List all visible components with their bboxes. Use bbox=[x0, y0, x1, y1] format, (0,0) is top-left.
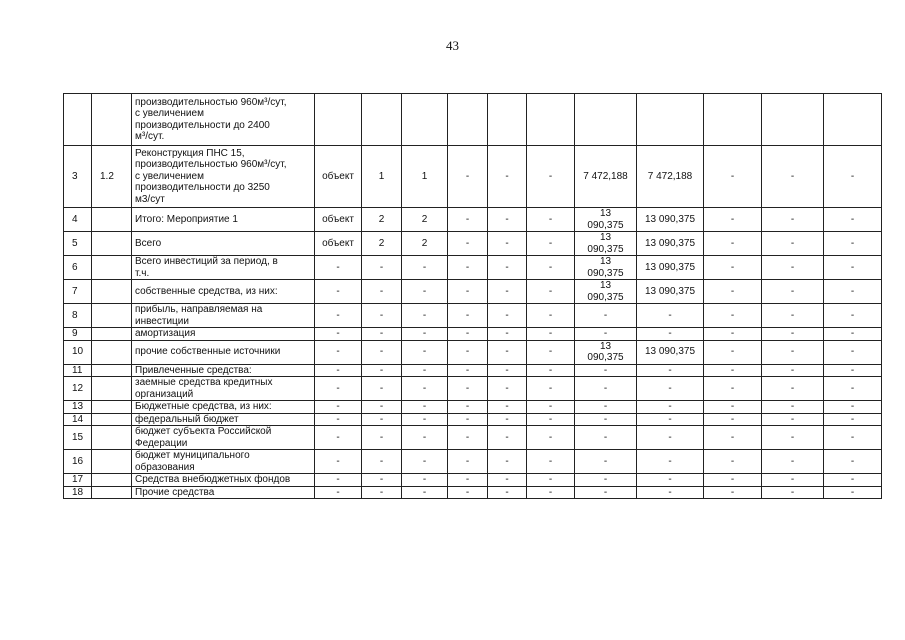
cell-c2: - bbox=[402, 486, 448, 499]
cell-c10: - bbox=[824, 413, 882, 426]
cell-name: производительностью 960м³/сут, с увеличением производительности до 2400 м³/сут. bbox=[132, 94, 315, 146]
cell-sub bbox=[92, 401, 132, 414]
cell-c6: 7 472,188 bbox=[575, 146, 637, 208]
cell-num: 9 bbox=[64, 328, 92, 341]
cell-c5: - bbox=[527, 474, 575, 487]
cell-c10: - bbox=[824, 474, 882, 487]
cell-num: 13 bbox=[64, 401, 92, 414]
cell-c6: 13 090,375 bbox=[575, 208, 637, 232]
cell-c2: - bbox=[402, 413, 448, 426]
cell-c3: - bbox=[448, 146, 488, 208]
cell-c4: - bbox=[488, 280, 527, 304]
cell-c3: - bbox=[448, 364, 488, 377]
cell-unit: - bbox=[315, 486, 362, 499]
cell-c4: - bbox=[488, 450, 527, 474]
cell-unit: объект bbox=[315, 232, 362, 256]
cell-c8: - bbox=[704, 426, 762, 450]
cell-c3: - bbox=[448, 280, 488, 304]
cell-c9: - bbox=[762, 232, 824, 256]
cell-c5: - bbox=[527, 426, 575, 450]
cell-c5: - bbox=[527, 486, 575, 499]
cell-c2: 2 bbox=[402, 232, 448, 256]
cell-c10: - bbox=[824, 426, 882, 450]
cell-c8: - bbox=[704, 208, 762, 232]
cell-sub bbox=[92, 364, 132, 377]
cell-c3: - bbox=[448, 232, 488, 256]
cell-unit: - bbox=[315, 328, 362, 341]
cell-c2: - bbox=[402, 401, 448, 414]
cell-unit: - bbox=[315, 474, 362, 487]
cell-c5: - bbox=[527, 450, 575, 474]
cell-unit: - bbox=[315, 450, 362, 474]
cell-unit: - bbox=[315, 401, 362, 414]
cell-c4: - bbox=[488, 486, 527, 499]
cell-c5: - bbox=[527, 232, 575, 256]
cell-c7 bbox=[637, 94, 704, 146]
cell-c1: - bbox=[362, 401, 402, 414]
cell-c2: - bbox=[402, 304, 448, 328]
cell-c2: - bbox=[402, 340, 448, 364]
cell-c6 bbox=[575, 94, 637, 146]
cell-c2: 2 bbox=[402, 208, 448, 232]
cell-c8: - bbox=[704, 232, 762, 256]
cell-c10: - bbox=[824, 146, 882, 208]
cell-c5: - bbox=[527, 304, 575, 328]
cell-c8: - bbox=[704, 304, 762, 328]
cell-c10: - bbox=[824, 364, 882, 377]
cell-c5: - bbox=[527, 340, 575, 364]
cell-c1: - bbox=[362, 377, 402, 401]
cell-c7: 13 090,375 bbox=[637, 232, 704, 256]
cell-c8: - bbox=[704, 364, 762, 377]
table-row bbox=[64, 328, 882, 341]
cell-name: амортизация bbox=[132, 328, 315, 341]
cell-name: Бюджетные средства, из них: bbox=[132, 401, 315, 414]
cell-c7: 13 090,375 bbox=[637, 208, 704, 232]
table-row bbox=[64, 94, 882, 146]
cell-c3: - bbox=[448, 401, 488, 414]
cell-c8: - bbox=[704, 328, 762, 341]
cell-sub bbox=[92, 304, 132, 328]
cell-c6: 13 090,375 bbox=[575, 256, 637, 280]
cell-c4: - bbox=[488, 401, 527, 414]
cell-name: Итого: Мероприятие 1 bbox=[132, 208, 315, 232]
cell-c10: - bbox=[824, 232, 882, 256]
cell-sub bbox=[92, 474, 132, 487]
cell-c2: 1 bbox=[402, 146, 448, 208]
cell-c7: - bbox=[637, 401, 704, 414]
cell-c2: - bbox=[402, 377, 448, 401]
cell-c6: - bbox=[575, 401, 637, 414]
cell-c6: 13 090,375 bbox=[575, 340, 637, 364]
cell-name: собственные средства, из них: bbox=[132, 280, 315, 304]
table-row bbox=[64, 486, 882, 499]
cell-unit bbox=[315, 94, 362, 146]
cell-unit: - bbox=[315, 280, 362, 304]
cell-num: 5 bbox=[64, 232, 92, 256]
cell-name: федеральный бюджет bbox=[132, 413, 315, 426]
cell-num: 16 bbox=[64, 450, 92, 474]
cell-sub bbox=[92, 232, 132, 256]
cell-c1: - bbox=[362, 364, 402, 377]
cell-c3: - bbox=[448, 486, 488, 499]
table-row bbox=[64, 364, 882, 377]
cell-c9: - bbox=[762, 426, 824, 450]
cell-sub: 1.2 bbox=[92, 146, 132, 208]
cell-c10: - bbox=[824, 377, 882, 401]
cell-c6: - bbox=[575, 474, 637, 487]
cell-name: Всего bbox=[132, 232, 315, 256]
cell-c5: - bbox=[527, 364, 575, 377]
cell-c10 bbox=[824, 94, 882, 146]
cell-name: прочие собственные источники bbox=[132, 340, 315, 364]
cell-c2: - bbox=[402, 426, 448, 450]
cell-c9: - bbox=[762, 208, 824, 232]
cell-name: Привлеченные средства: bbox=[132, 364, 315, 377]
cell-num: 7 bbox=[64, 280, 92, 304]
cell-c7: - bbox=[637, 450, 704, 474]
cell-unit: - bbox=[315, 340, 362, 364]
cell-c6: - bbox=[575, 328, 637, 341]
cell-c5: - bbox=[527, 413, 575, 426]
cell-name: Всего инвестиций за период, в т.ч. bbox=[132, 256, 315, 280]
cell-c3: - bbox=[448, 304, 488, 328]
cell-name: Реконструкция ПНС 15, производительностью 960м³/сут, с увеличением производительности до 3250 м3/сут bbox=[132, 146, 315, 208]
cell-c8: - bbox=[704, 401, 762, 414]
cell-unit: объект bbox=[315, 146, 362, 208]
table-body bbox=[64, 94, 882, 499]
cell-name: Средства внебюджетных фондов bbox=[132, 474, 315, 487]
cell-num: 17 bbox=[64, 474, 92, 487]
cell-c1: - bbox=[362, 280, 402, 304]
cell-c6: - bbox=[575, 486, 637, 499]
cell-c7: 13 090,375 bbox=[637, 340, 704, 364]
cell-c6: - bbox=[575, 364, 637, 377]
cell-c9: - bbox=[762, 256, 824, 280]
cell-unit: - bbox=[315, 256, 362, 280]
cell-c3: - bbox=[448, 256, 488, 280]
table-row bbox=[64, 377, 882, 401]
cell-c10: - bbox=[824, 486, 882, 499]
cell-c9: - bbox=[762, 304, 824, 328]
cell-sub bbox=[92, 256, 132, 280]
table-row bbox=[64, 426, 882, 450]
cell-c7: 13 090,375 bbox=[637, 256, 704, 280]
cell-c10: - bbox=[824, 450, 882, 474]
cell-c8: - bbox=[704, 340, 762, 364]
cell-name: заемные средства кредитных организаций bbox=[132, 377, 315, 401]
page-number: 43 bbox=[446, 38, 459, 53]
cell-c9: - bbox=[762, 328, 824, 341]
cell-c7: 7 472,188 bbox=[637, 146, 704, 208]
cell-c8: - bbox=[704, 450, 762, 474]
cell-c1: - bbox=[362, 340, 402, 364]
cell-c9: - bbox=[762, 486, 824, 499]
cell-c7: - bbox=[637, 377, 704, 401]
table-row bbox=[64, 450, 882, 474]
cell-c1: - bbox=[362, 304, 402, 328]
cell-c4: - bbox=[488, 232, 527, 256]
cell-c5: - bbox=[527, 256, 575, 280]
cell-c7: - bbox=[637, 486, 704, 499]
cell-c8: - bbox=[704, 377, 762, 401]
cell-num: 3 bbox=[64, 146, 92, 208]
cell-c9: - bbox=[762, 413, 824, 426]
cell-c6: - bbox=[575, 377, 637, 401]
cell-c3: - bbox=[448, 328, 488, 341]
cell-num: 14 bbox=[64, 413, 92, 426]
cell-c8: - bbox=[704, 256, 762, 280]
cell-unit: объект bbox=[315, 208, 362, 232]
cell-c6: - bbox=[575, 304, 637, 328]
cell-c10: - bbox=[824, 280, 882, 304]
cell-c1: 2 bbox=[362, 208, 402, 232]
cell-c5: - bbox=[527, 377, 575, 401]
cell-c2: - bbox=[402, 474, 448, 487]
cell-c8: - bbox=[704, 474, 762, 487]
cell-c4: - bbox=[488, 426, 527, 450]
cell-c2: - bbox=[402, 328, 448, 341]
cell-c1: 1 bbox=[362, 146, 402, 208]
cell-sub bbox=[92, 426, 132, 450]
cell-c7: - bbox=[637, 426, 704, 450]
cell-unit: - bbox=[315, 377, 362, 401]
cell-c8: - bbox=[704, 146, 762, 208]
cell-c2: - bbox=[402, 450, 448, 474]
cell-name: Прочие средства bbox=[132, 486, 315, 499]
cell-c1: - bbox=[362, 413, 402, 426]
cell-c2 bbox=[402, 94, 448, 146]
cell-c9: - bbox=[762, 450, 824, 474]
cell-c8: - bbox=[704, 413, 762, 426]
cell-num bbox=[64, 94, 92, 146]
cell-c9: - bbox=[762, 280, 824, 304]
cell-c10: - bbox=[824, 401, 882, 414]
cell-name: бюджет субъекта Российской Федерации bbox=[132, 426, 315, 450]
cell-c5: - bbox=[527, 146, 575, 208]
cell-c4: - bbox=[488, 413, 527, 426]
cell-c9: - bbox=[762, 377, 824, 401]
cell-c4: - bbox=[488, 256, 527, 280]
cell-num: 10 bbox=[64, 340, 92, 364]
cell-c4 bbox=[488, 94, 527, 146]
table-row bbox=[64, 340, 882, 364]
cell-unit: - bbox=[315, 413, 362, 426]
cell-sub bbox=[92, 486, 132, 499]
cell-c4: - bbox=[488, 208, 527, 232]
cell-c9 bbox=[762, 94, 824, 146]
cell-c6: 13 090,375 bbox=[575, 280, 637, 304]
table-row bbox=[64, 401, 882, 414]
cell-c8: - bbox=[704, 486, 762, 499]
table-row bbox=[64, 208, 882, 232]
cell-c4: - bbox=[488, 364, 527, 377]
cell-num: 15 bbox=[64, 426, 92, 450]
cell-c5: - bbox=[527, 401, 575, 414]
cell-c7: - bbox=[637, 304, 704, 328]
cell-sub bbox=[92, 328, 132, 341]
cell-sub bbox=[92, 377, 132, 401]
cell-c8 bbox=[704, 94, 762, 146]
cell-c10: - bbox=[824, 340, 882, 364]
cell-c4: - bbox=[488, 474, 527, 487]
cell-c3: - bbox=[448, 413, 488, 426]
cell-c3 bbox=[448, 94, 488, 146]
cell-c4: - bbox=[488, 377, 527, 401]
cell-sub bbox=[92, 280, 132, 304]
cell-c1: - bbox=[362, 450, 402, 474]
cell-c9: - bbox=[762, 474, 824, 487]
cell-c7: 13 090,375 bbox=[637, 280, 704, 304]
cell-c6: 13 090,375 bbox=[575, 232, 637, 256]
cell-c1: 2 bbox=[362, 232, 402, 256]
cell-num: 12 bbox=[64, 377, 92, 401]
cell-sub bbox=[92, 94, 132, 146]
table-row bbox=[64, 413, 882, 426]
cell-c4: - bbox=[488, 340, 527, 364]
cell-c7: - bbox=[637, 364, 704, 377]
cell-name: бюджет муниципального образования bbox=[132, 450, 315, 474]
cell-c3: - bbox=[448, 426, 488, 450]
cell-sub bbox=[92, 340, 132, 364]
cell-c7: - bbox=[637, 474, 704, 487]
cell-c4: - bbox=[488, 304, 527, 328]
cell-c5 bbox=[527, 94, 575, 146]
cell-unit: - bbox=[315, 364, 362, 377]
cell-c1: - bbox=[362, 474, 402, 487]
cell-unit: - bbox=[315, 426, 362, 450]
cell-c9: - bbox=[762, 146, 824, 208]
cell-c1: - bbox=[362, 486, 402, 499]
table-row bbox=[64, 280, 882, 304]
table-row bbox=[64, 146, 882, 208]
cell-num: 4 bbox=[64, 208, 92, 232]
cell-c8: - bbox=[704, 280, 762, 304]
cell-c7: - bbox=[637, 328, 704, 341]
table-row bbox=[64, 304, 882, 328]
cell-c9: - bbox=[762, 364, 824, 377]
cell-c10: - bbox=[824, 328, 882, 341]
cell-c4: - bbox=[488, 146, 527, 208]
cell-c1 bbox=[362, 94, 402, 146]
cell-c10: - bbox=[824, 208, 882, 232]
cell-unit: - bbox=[315, 304, 362, 328]
cell-c7: - bbox=[637, 413, 704, 426]
cell-c9: - bbox=[762, 340, 824, 364]
cell-c1: - bbox=[362, 328, 402, 341]
cell-sub bbox=[92, 450, 132, 474]
cell-c3: - bbox=[448, 208, 488, 232]
cell-name: прибыль, направляемая на инвестиции bbox=[132, 304, 315, 328]
cell-sub bbox=[92, 413, 132, 426]
cell-num: 18 bbox=[64, 486, 92, 499]
table-row bbox=[64, 256, 882, 280]
cell-c2: - bbox=[402, 256, 448, 280]
cell-c3: - bbox=[448, 377, 488, 401]
cell-c2: - bbox=[402, 280, 448, 304]
cell-num: 6 bbox=[64, 256, 92, 280]
cell-c6: - bbox=[575, 413, 637, 426]
table-row bbox=[64, 474, 882, 487]
cell-c1: - bbox=[362, 426, 402, 450]
cell-c6: - bbox=[575, 450, 637, 474]
cell-c3: - bbox=[448, 474, 488, 487]
cell-c5: - bbox=[527, 328, 575, 341]
cell-num: 8 bbox=[64, 304, 92, 328]
cell-c3: - bbox=[448, 450, 488, 474]
cell-c6: - bbox=[575, 426, 637, 450]
cell-c10: - bbox=[824, 304, 882, 328]
cell-c9: - bbox=[762, 401, 824, 414]
investment-table bbox=[63, 93, 882, 499]
cell-c10: - bbox=[824, 256, 882, 280]
cell-c2: - bbox=[402, 364, 448, 377]
table-row bbox=[64, 232, 882, 256]
cell-num: 11 bbox=[64, 364, 92, 377]
cell-c4: - bbox=[488, 328, 527, 341]
cell-sub bbox=[92, 208, 132, 232]
cell-c1: - bbox=[362, 256, 402, 280]
cell-c5: - bbox=[527, 280, 575, 304]
cell-c5: - bbox=[527, 208, 575, 232]
cell-c3: - bbox=[448, 340, 488, 364]
